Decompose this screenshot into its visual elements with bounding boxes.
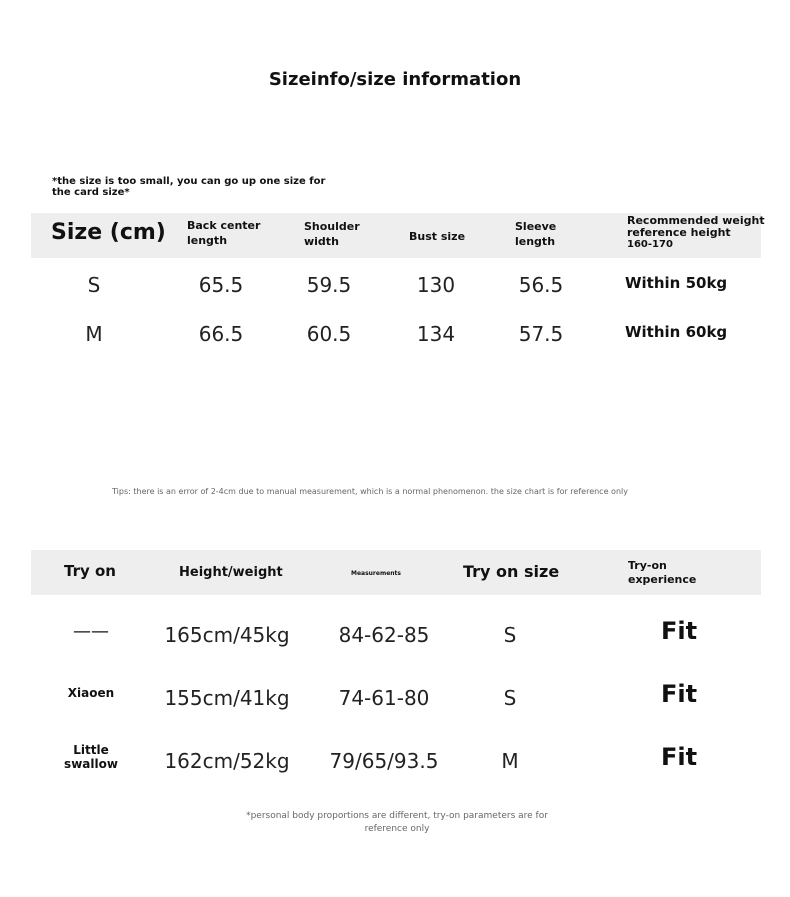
tryon-row-2-hw: 155cm/41kg [164, 686, 290, 710]
tryon-row-3-meas: 79/65/93.5 [329, 749, 439, 773]
header-back-center-length: Back center length [187, 219, 261, 247]
header-recommended-line3: 160-170 [627, 239, 673, 250]
tryon-row-3-experience: Fit [660, 743, 698, 771]
header-try-on: Try on [64, 562, 116, 580]
tryon-row-2-meas: 74-61-80 [338, 686, 430, 710]
tips-note: Tips: there is an error of 2-4cm due to manual measurement, which is a normal phenomenon. the size chart is for reference only [112, 487, 628, 496]
tryon-row-1-experience: Fit [660, 617, 698, 645]
header-shoulder-width: Shoulder width [304, 220, 360, 248]
tryon-row-2-name: Xiaoen [67, 686, 115, 700]
size-row-s-shoulder: 59.5 [306, 273, 352, 297]
tryon-row-2-size: S [503, 686, 517, 710]
size-row-s-bust: 130 [416, 273, 456, 297]
header-recommended [627, 215, 765, 251]
header-try-on-size: Try on size [463, 562, 560, 581]
footer-note: *personal body proportions are different, try-on parameters are for reference only [246, 811, 548, 834]
header-bust-size: Bust size [409, 230, 466, 243]
tryon-row-3-size: M [501, 749, 519, 773]
size-row-s-rec: Within 50kg [625, 274, 728, 292]
tryon-row-1-hw: 165cm/45kg [164, 623, 290, 647]
size-row-m-bust: 134 [416, 322, 456, 346]
header-recommended-line1: Recommended weight [627, 214, 765, 227]
tryon-row-3-name [56, 743, 126, 771]
size-row-m-shoulder: 60.5 [306, 322, 352, 346]
size-row-m-size: M [85, 322, 103, 346]
tryon-row-1-size: S [503, 623, 517, 647]
header-experience-line1: Try-on [628, 559, 667, 572]
header-height-weight: Height/weight [179, 565, 283, 580]
header-size: Size (cm) [51, 220, 166, 245]
header-experience-line2: experience [628, 573, 697, 586]
page-title: Sizeinfo/size information [268, 69, 522, 90]
header-try-on-experience [628, 559, 696, 587]
size-row-m-back: 66.5 [198, 322, 244, 346]
size-row-s-size: S [87, 273, 101, 297]
size-row-m-rec: Within 60kg [625, 323, 728, 341]
size-row-m-sleeve: 57.5 [518, 322, 564, 346]
tryon-row-1-meas: 84-62-85 [338, 623, 430, 647]
size-row-s-back: 65.5 [198, 273, 244, 297]
tryon-row-3-name-line2: swallow [64, 757, 118, 771]
header-sleeve-length: Sleeve length [515, 220, 557, 248]
size-row-s-sleeve: 56.5 [518, 273, 564, 297]
tryon-row-1-name: —— [73, 621, 109, 642]
header-measurements: Measurements [351, 570, 401, 577]
header-recommended-line2: reference height [627, 226, 731, 239]
tryon-row-3-hw: 162cm/52kg [164, 749, 290, 773]
tryon-row-2-experience: Fit [660, 680, 698, 708]
tryon-row-3-name-line1: Little [73, 743, 109, 757]
size-note: *the size is too small, you can go up one size for the card size* [52, 176, 326, 198]
